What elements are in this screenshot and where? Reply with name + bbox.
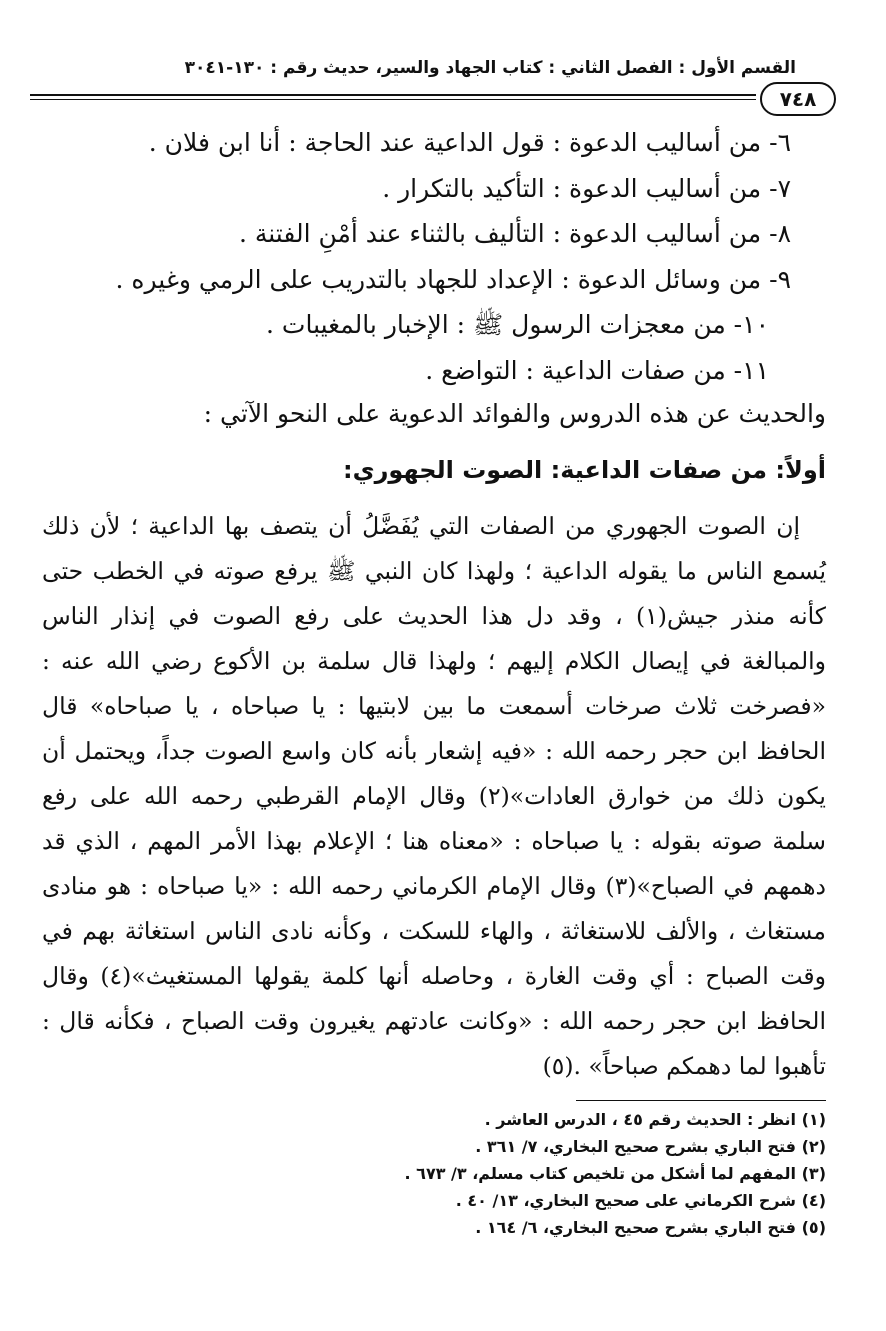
footnotes-list [300, 1106, 826, 1241]
lesson-item: ٨- من أساليب الدعوة : التأليف بالثناء عند أمْنِ الفتنة . [238, 219, 791, 248]
lesson-item: ٧- من أساليب الدعوة : التأكيد بالتكرار . [382, 173, 791, 203]
lesson-item: ٩- من وسائل الدعوة : الإعداد للجهاد بالتدريب على الرمي وغيره . [115, 264, 791, 294]
intro-line: والحديث عن هذه الدروس والفوائد الدعوية على النحو الآتي : [203, 399, 826, 428]
page-number: ٧٤٨ [760, 82, 836, 116]
footnote-item: (٣) المفهم لما أشكل من تلخيص كتاب مسلم، ٣/ ٦٧٣ . [404, 1164, 826, 1183]
footnote-item: (١) انظر : الحديث رقم ٤٥ ، الدرس العاشر . [484, 1110, 826, 1129]
body-paragraph: إن الصوت الجهوري من الصفات التي يُفَضَّلُ أن يتصف بها الداعية ؛ لأن ذلك يُسمع الناس ما يقوله الداعية ؛ ولهذا كان النبي ﷺ يرفع صوته في الخطب حتى كأنه منذر جيش(١) ، وقد دل هذا الحديث على رفع الصوت في إنذار الناس والمبالغة في إيصال الكلام إليهم ؛ ولهذا قال سلمة بن الأكوع رضي الله عنه : «فصرخت ثلاث صرخات أسمعت ما بين لابتيها : يا صباحاه ، يا صباحاه» قال الحافظ ابن حجر رحمه الله : «فيه إشعار بأنه كان واسع الصوت جداً، ويحتمل أن يكون ذلك من خوارق العادات»(٢) وقال الإمام القرطبي رحمه الله على رفع سلمة صوته بقوله : يا صباحاه : «معناه هنا ؛ الإعلام بهذا الأمر المهم ، الذي قد دهمهم في الصباح»(٣) وقال الإمام الكرماني رحمه الله : «يا صباحاه : هو منادى مستغاث ، والألف للاستغاثة ، والهاء للسكت ، وكأنه نادى الناس استغاثة بهم في وقت الصباح : أي وقت الغارة ، وحاصله أنها كلمة يقولها المستغيث»(٤) وقال الحافظ ابن حجر رحمه الله : «وكانت عادتهم يغيرون وقت الصباح ، فكأنه قال : تأهبوا لما دهمكم صباحاً» .(٥) [42, 512, 826, 1080]
header-rule-thick [30, 94, 756, 96]
footnote-item: (٢) فتح الباري بشرح صحيح البخاري، ٧/ ٣٦١ . [475, 1137, 826, 1156]
running-header: القسم الأول : الفصل الثاني : كتاب الجهاد والسير، حديث رقم : ١٣٠-٣٠٤١ [184, 58, 796, 78]
lessons-list [60, 120, 791, 393]
lesson-item: ٦- من أساليب الدعوة : قول الداعية عند الحاجة : أنا ابن فلان . [148, 128, 791, 157]
footnote-item: (٤) شرح الكرماني على صحيح البخاري، ١٣/ ٤٠ . [455, 1191, 826, 1210]
section-heading: أولاً: من صفات الداعية: الصوت الجهوري: [343, 456, 826, 484]
lesson-item: ١١- من صفات الداعية : التواضع . [425, 355, 769, 385]
body-text [42, 504, 826, 1089]
footnote-divider [576, 1100, 826, 1101]
footnote-item: (٥) فتح الباري بشرح صحيح البخاري، ٦/ ١٦٤ . [475, 1218, 826, 1237]
lesson-item: ١٠- من معجزات الرسول ﷺ : الإخبار بالمغيبات . [266, 310, 769, 339]
header-rule-thin [30, 99, 756, 100]
header-rule [30, 94, 756, 100]
